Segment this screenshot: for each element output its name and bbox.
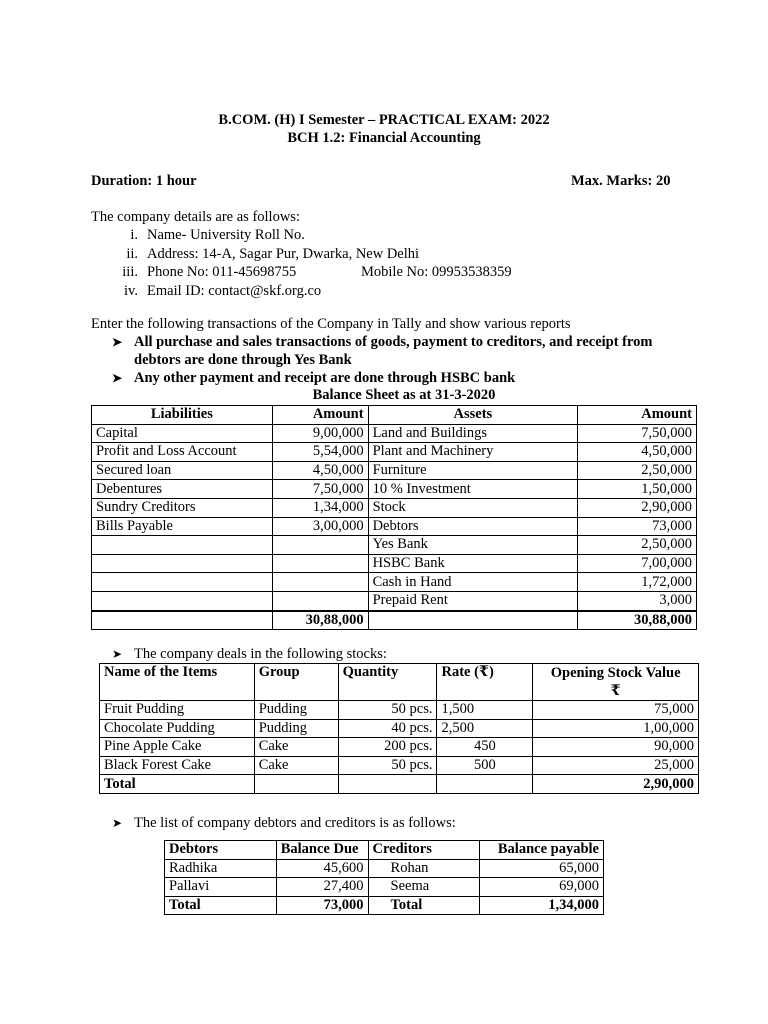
empty-cell <box>368 611 578 630</box>
column-header: Amount <box>578 406 697 425</box>
item-name: Chocolate Pudding <box>100 719 255 738</box>
liability-name <box>92 573 273 592</box>
table-row <box>92 573 697 592</box>
table-row <box>92 554 697 573</box>
liability-name <box>92 536 273 555</box>
debtor-name: Radhika <box>165 859 277 878</box>
stocks-intro <box>112 646 387 663</box>
table-row <box>165 859 604 878</box>
table-row <box>92 424 697 443</box>
total-balance-payable: 1,34,000 <box>480 896 604 915</box>
arrow-bullet-icon: ➤ <box>112 647 123 661</box>
asset-name: Debtors <box>368 517 578 536</box>
company-phone: Phone No: 011-45698755 <box>147 264 297 280</box>
item-value: 1,00,000 <box>533 719 699 738</box>
column-header: Name of the Items <box>100 664 255 701</box>
asset-amount: 7,00,000 <box>578 554 697 573</box>
balance-sheet-title: Balance Sheet as at 31-3-2020 <box>312 387 496 403</box>
total-label: Total <box>368 896 480 915</box>
liability-amount: 5,54,000 <box>272 443 368 462</box>
column-header <box>533 664 699 701</box>
column-header: Group <box>254 664 338 701</box>
item-group: Cake <box>254 756 338 775</box>
table-row <box>100 701 699 720</box>
company-mobile: Mobile No: 09953538359 <box>361 264 512 280</box>
table-row <box>92 536 697 555</box>
creditor-name: Rohan <box>368 859 480 878</box>
company-name: Name- University Roll No. <box>147 227 305 243</box>
empty-cell <box>338 775 437 794</box>
item-group: Cake <box>254 738 338 757</box>
instruction-bullet-2 <box>112 370 515 387</box>
creditor-balance: 65,000 <box>480 859 604 878</box>
table-total-row <box>165 896 604 915</box>
item-quantity: 50 pcs. <box>338 701 437 720</box>
liability-amount <box>272 554 368 573</box>
table-row <box>100 719 699 738</box>
asset-name: Plant and Machinery <box>368 443 578 462</box>
total-label: Total <box>100 775 255 794</box>
liability-amount: 4,50,000 <box>272 461 368 480</box>
asset-name: Prepaid Rent <box>368 591 578 610</box>
liability-name: Bills Payable <box>92 517 273 536</box>
liability-amount: 3,00,000 <box>272 517 368 536</box>
column-header: Amount <box>272 406 368 425</box>
instructions-intro: Enter the following transactions of the Company in Tally and show various reports <box>91 316 571 332</box>
table-row <box>92 498 697 517</box>
asset-name: 10 % Investment <box>368 480 578 499</box>
item-name: Pine Apple Cake <box>100 738 255 757</box>
table-total-row <box>100 775 699 794</box>
table-header-row <box>165 841 604 860</box>
empty-cell <box>437 775 533 794</box>
table-row <box>92 443 697 462</box>
item-quantity: 40 pcs. <box>338 719 437 738</box>
instruction-text: All purchase and sales transactions of goods, payment to creditors, and receipt from <box>134 334 653 350</box>
company-details-list <box>91 227 651 301</box>
table-row <box>165 878 604 897</box>
table-total-row <box>92 611 697 630</box>
arrow-bullet-icon: ➤ <box>112 335 123 349</box>
liability-name: Profit and Loss Account <box>92 443 273 462</box>
table-row <box>92 461 697 480</box>
company-intro: The company details are as follows: <box>91 209 300 225</box>
total-assets: 30,88,000 <box>578 611 697 630</box>
list-number: i. <box>130 227 138 243</box>
parties-intro <box>112 815 456 832</box>
debtor-name: Pallavi <box>165 878 277 897</box>
column-header: Balance Due <box>276 841 368 860</box>
column-header-text: Opening Stock Value <box>550 665 681 681</box>
liability-amount <box>272 573 368 592</box>
debtor-balance: 45,600 <box>276 859 368 878</box>
item-rate: 500 <box>437 756 533 775</box>
empty-cell <box>92 611 273 630</box>
rupee-icon: ₹ <box>610 683 621 699</box>
table-row <box>92 517 697 536</box>
asset-amount: 2,50,000 <box>578 536 697 555</box>
liability-name: Secured loan <box>92 461 273 480</box>
column-header: Creditors <box>368 841 480 860</box>
asset-name: Cash in Hand <box>368 573 578 592</box>
debtor-balance: 27,400 <box>276 878 368 897</box>
item-rate: 450 <box>437 738 533 757</box>
item-name: Black Forest Cake <box>100 756 255 775</box>
creditor-name: Seema <box>368 878 480 897</box>
parties-intro-text: The list of company debtors and creditors is as follows: <box>134 815 456 831</box>
column-header: Rate (₹) <box>437 664 533 701</box>
asset-name: Furniture <box>368 461 578 480</box>
list-number: iii. <box>122 264 138 280</box>
asset-amount: 2,90,000 <box>578 498 697 517</box>
asset-amount: 1,72,000 <box>578 573 697 592</box>
total-label: Total <box>165 896 277 915</box>
exam-title: B.COM. (H) I Semester – PRACTICAL EXAM: 2022 <box>218 112 550 128</box>
liability-name: Capital <box>92 424 273 443</box>
item-rate: 1,500 <box>437 701 533 720</box>
empty-cell <box>254 775 338 794</box>
creditor-balance: 69,000 <box>480 878 604 897</box>
asset-name: HSBC Bank <box>368 554 578 573</box>
table-row <box>100 738 699 757</box>
asset-amount: 73,000 <box>578 517 697 536</box>
liability-name <box>92 591 273 610</box>
item-quantity: 200 pcs. <box>338 738 437 757</box>
total-value: 2,90,000 <box>533 775 699 794</box>
liability-amount <box>272 536 368 555</box>
list-number: iv. <box>124 282 138 299</box>
liability-amount: 1,34,000 <box>272 498 368 517</box>
total-balance-due: 73,000 <box>276 896 368 915</box>
table-row <box>100 756 699 775</box>
liability-amount <box>272 591 368 610</box>
arrow-bullet-icon: ➤ <box>112 816 123 830</box>
item-quantity: 50 pcs. <box>338 756 437 775</box>
asset-name: Land and Buildings <box>368 424 578 443</box>
asset-name: Yes Bank <box>368 536 578 555</box>
liability-amount: 7,50,000 <box>272 480 368 499</box>
course-title: BCH 1.2: Financial Accounting <box>287 130 481 146</box>
total-liabilities: 30,88,000 <box>272 611 368 630</box>
parties-table <box>164 840 604 915</box>
item-value: 25,000 <box>533 756 699 775</box>
instruction-text: Any other payment and receipt are done through HSBC bank <box>134 370 516 386</box>
item-rate: 2,500 <box>437 719 533 738</box>
arrow-bullet-icon: ➤ <box>112 371 123 385</box>
table-header-row <box>100 664 699 701</box>
balance-sheet-table <box>91 405 697 630</box>
max-marks: Max. Marks: 20 <box>571 173 671 189</box>
list-item <box>91 246 651 265</box>
column-header: Debtors <box>165 841 277 860</box>
list-item <box>91 283 651 302</box>
item-group: Pudding <box>254 701 338 720</box>
list-item <box>91 264 651 283</box>
table-row <box>92 591 697 610</box>
instruction-bullet-1-cont: debtors are done through Yes Bank <box>134 352 352 368</box>
asset-amount: 2,50,000 <box>578 461 697 480</box>
liability-name: Sundry Creditors <box>92 498 273 517</box>
column-header: Liabilities <box>92 406 273 425</box>
stocks-table <box>99 663 699 794</box>
list-number: ii. <box>126 245 138 262</box>
liability-name <box>92 554 273 573</box>
item-name: Fruit Pudding <box>100 701 255 720</box>
table-header-row <box>92 406 697 425</box>
asset-amount: 3,000 <box>578 591 697 610</box>
column-header: Quantity <box>338 664 437 701</box>
asset-amount: 7,50,000 <box>578 424 697 443</box>
item-group: Pudding <box>254 719 338 738</box>
liability-name: Debentures <box>92 480 273 499</box>
asset-amount: 1,50,000 <box>578 480 697 499</box>
company-address: Address: 14-A, Sagar Pur, Dwarka, New Delhi <box>147 245 420 262</box>
duration: Duration: 1 hour <box>91 173 197 189</box>
liability-amount: 9,00,000 <box>272 424 368 443</box>
asset-amount: 4,50,000 <box>578 443 697 462</box>
item-value: 75,000 <box>533 701 699 720</box>
table-row <box>92 480 697 499</box>
column-header: Assets <box>368 406 578 425</box>
instruction-bullet-1 <box>112 334 653 351</box>
item-value: 90,000 <box>533 738 699 757</box>
list-item <box>91 227 651 246</box>
column-header: Balance payable <box>480 841 604 860</box>
company-email: Email ID: contact@skf.org.co <box>147 282 322 299</box>
asset-name: Stock <box>368 498 578 517</box>
stocks-intro-text: The company deals in the following stocks: <box>134 646 387 662</box>
